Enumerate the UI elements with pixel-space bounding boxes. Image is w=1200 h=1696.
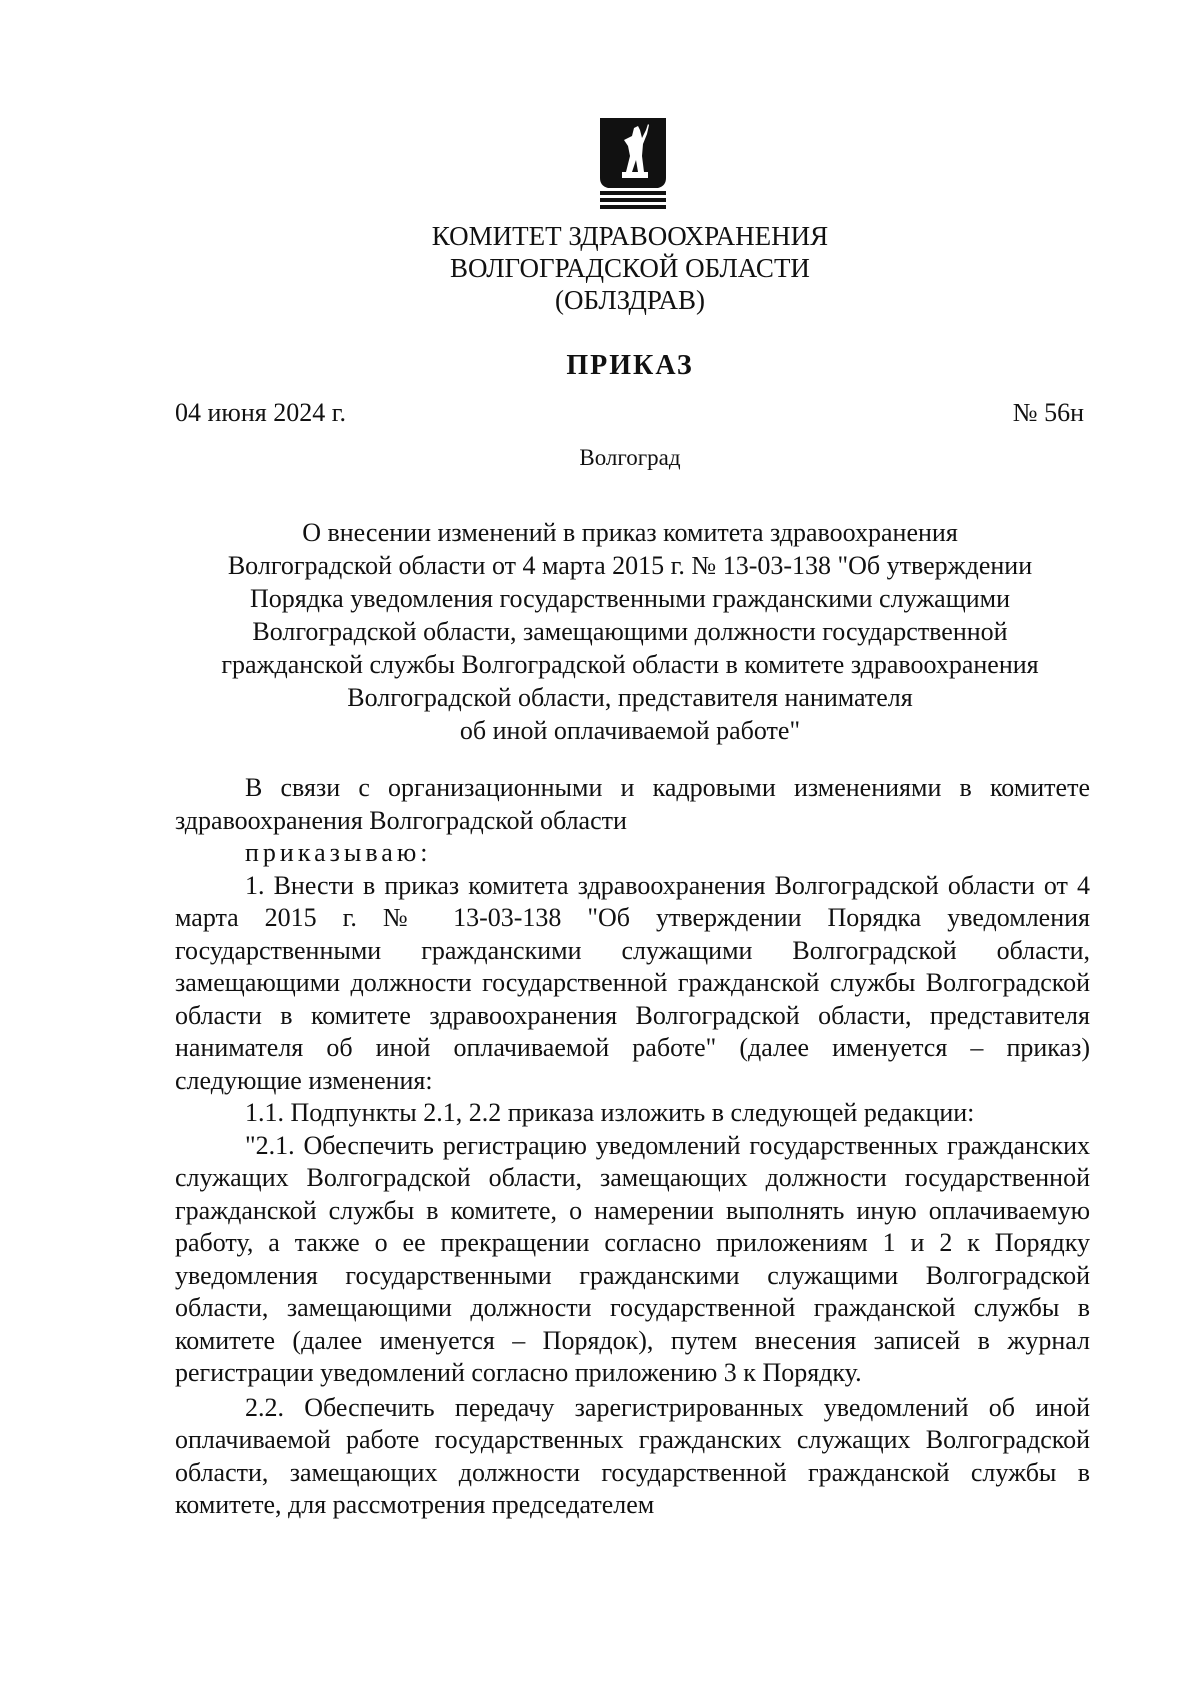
order-word: приказываю: [245, 838, 432, 867]
paragraph-1: 1. Внести в приказ комитета здравоохранения Волгоградской области от 4 марта 2015 г. № 13-03-138 "Об утверждении Порядка уведомления государственными гражданскими служащими Волгоградской области, замещающими должности государственной гражданской службы Волгоградской области в комитете здравоохранения Волгоградской области, представителя нанимателя об иной оплачиваемой работе" (далее именуется – приказ) следующие изменения: [175, 870, 1090, 1095]
document-body [175, 772, 1090, 1522]
document-subject [175, 516, 1085, 747]
subject-line: О внесении изменений в приказ комитета здравоохранения [302, 518, 958, 547]
subject-line: об иной оплачиваемой работе" [459, 716, 801, 745]
paragraph-1-1: 1.1. Подпункты 2.1, 2.2 приказа изложить в следующей редакции: [245, 1098, 975, 1127]
subject-line: Волгоградской области, замещающими должности государственной [252, 617, 1008, 646]
org-line-2: ВОЛГОГРАДСКОЙ ОБЛАСТИ [450, 253, 810, 283]
subject-line: Волгоградской области от 4 марта 2015 г. № 13-03-138 "Об утверждении [227, 551, 1033, 580]
document-type: ПРИКАЗ [566, 350, 694, 381]
subject-line: гражданской службы Волгоградской области в комитете здравоохранения [221, 650, 1039, 679]
intro-paragraph: В связи с организационными и кадровыми изменениями в комитете здравоохранения Волгоградской области [175, 773, 1090, 835]
paragraph-2-2: 2.2. Обеспечить передачу зарегистрированных уведомлений об иной оплачиваемой работе государственных гражданских служащих Волгоградской области, замещающих должности государственной гражданской службы в комитете, для рассмотрения председателем [175, 1392, 1090, 1519]
document-number: № 56н [1012, 398, 1084, 427]
document-city: Волгоград [579, 445, 681, 470]
document-date: 04 июня 2024 г. [175, 398, 346, 427]
subject-line: Порядка уведомления государственными гражданскими служащими [249, 584, 1011, 613]
subject-line: Волгоградской области, представителя нанимателя [347, 683, 913, 712]
org-line-1: КОМИТЕТ ЗДРАВООХРАНЕНИЯ [431, 221, 829, 251]
org-line-3: (ОБЛЗДРАВ) [555, 285, 705, 315]
coat-of-arms-emblem [598, 116, 668, 212]
paragraph-2-1: "2.1. Обеспечить регистрацию уведомлений государственных гражданских служащих Волгоградской области, замещающих должности государственной гражданской службы в комитете, о намерении выполнять иную оплачиваемую работу, а также о ее прекращении согласно приложениям 1 и 2 к Порядку уведомления государственными гражданскими служащими Волгоградской области, замещающими должности государственной гражданской службы в комитете (далее именуется – Порядок), путем внесения записей в журнал регистрации уведомлений согласно приложению 3 к Порядку. [175, 1130, 1090, 1387]
organization-name [300, 220, 960, 316]
